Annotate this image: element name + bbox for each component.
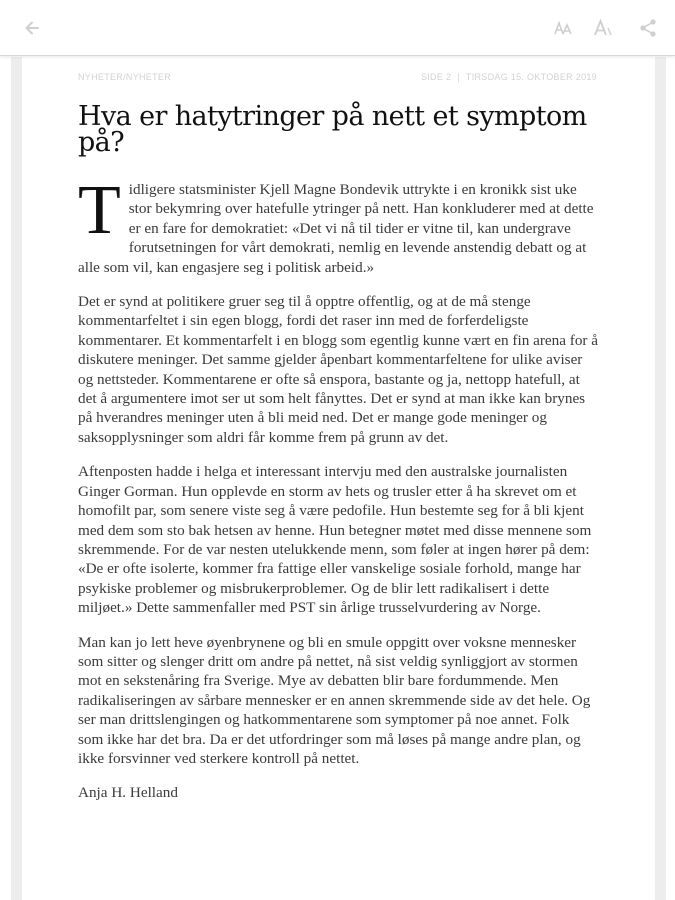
meta-separator: | <box>457 72 460 82</box>
publication-date: TIRSDAG 15. OKTOBER 2019 <box>465 72 597 82</box>
article-byline: Anja H. Helland <box>78 784 178 802</box>
article-paragraph: Aftenposten hadde i helga et interessant intervju med den australske journalisten Ginger Gorman. Hun opplevde en storm av hets og trusler etter å ha skrevet om et homofilt par, som senere viste seg å være pedofile. Hun bestemte seg for å bli kjent med dem som sto bak hetsen av henne. Hun betegner møtet med disse mennene som skremmende. For de var nesten utelukkende menn, som føler at ingen hører på dem: «De er ofte isolerte, kommer fra fattige eller vanskelige sosiale forhold, mange har psykiske problemer og misbrukerproblemer. Og de blir lett radikalisert i dette miljøet.» Dette sammenfaller med PST sin årlige trusselvurdering av Norge. <box>78 463 592 617</box>
text-size-small-icon <box>553 18 575 38</box>
share-button[interactable] <box>634 14 662 42</box>
share-icon <box>638 18 658 38</box>
article-title: Hva er hatytringer på nett et symptom på? <box>78 101 587 158</box>
article-body <box>78 172 599 818</box>
page-number: SIDE 2 <box>420 72 452 82</box>
arrow-left-icon <box>22 18 42 38</box>
decrease-text-size-button[interactable] <box>550 14 578 42</box>
text-size-large-icon <box>593 18 615 38</box>
page-edge-left <box>11 57 22 900</box>
back-button[interactable] <box>18 14 46 42</box>
page-edge-right <box>655 57 666 900</box>
increase-text-size-button[interactable] <box>590 14 618 42</box>
article-paragraph: Tidligere statsminister Kjell Magne Bondevik uttrykte i en kronikk sist uke stor bekymring over hatefulle ytringer på nett. Han konkluderer med at dette er en fare for demokratiet: «Det vi nå til tider er vitne til, kan undergrave forutsetningen for vårt demokrati, nemlig en levende anstendig debatt og at alle som vil, kan engasjere seg i politisk arbeid.» <box>78 172 594 276</box>
app-toolbar <box>0 0 675 56</box>
drop-cap: T <box>78 172 121 249</box>
article-paragraph: Man kan jo lett heve øyenbrynene og bli en smule oppgitt over voksne mennesker som sitter og slenger dritt om andre på nettet, nå sist veldig synliggjort av stormen mot en sekstenåring fra Sverige. Mye av debatten blir bare fordummende. Men radikaliseringen av sårbare mennesker er en annen skremmende side av det hele. Og ser man drittslengingen og hatkommentarene som symptomer på noe annet. Folk som ikke har det bra. Da er det utfordringer som må løses på mange andre plan, og ikke forsvinner ved sterkere kontroll på nettet. <box>78 633 591 767</box>
section-label: NYHETER/NYHETER <box>78 72 172 82</box>
article-paragraph: Det er synd at politikere gruer seg til å opptre offentlig, og at de må stenge kommentarfeltet i sin egen blogg, fordi det raser inn med de forferdeligste kommentarer. Et kommentarfelt i en blogg som egentlig kunne vært en fin arena for å diskutere meninger. Det samme gjelder åpenbart kommentarfeltene for ulike aviser og nettsteder. Kommentarene er ofte så enspora, bastante og ja, nettopp hatefull, at det å argumentere imot ser ut som helt fånyttes. Det er synd at man ikke kan brynes på hverandres meninger uten å bli meid ned. Det er mange gode meninger og saksopplysninger som aldri får komme frem på grunn av det. <box>78 293 599 446</box>
page-date-label <box>421 72 597 82</box>
